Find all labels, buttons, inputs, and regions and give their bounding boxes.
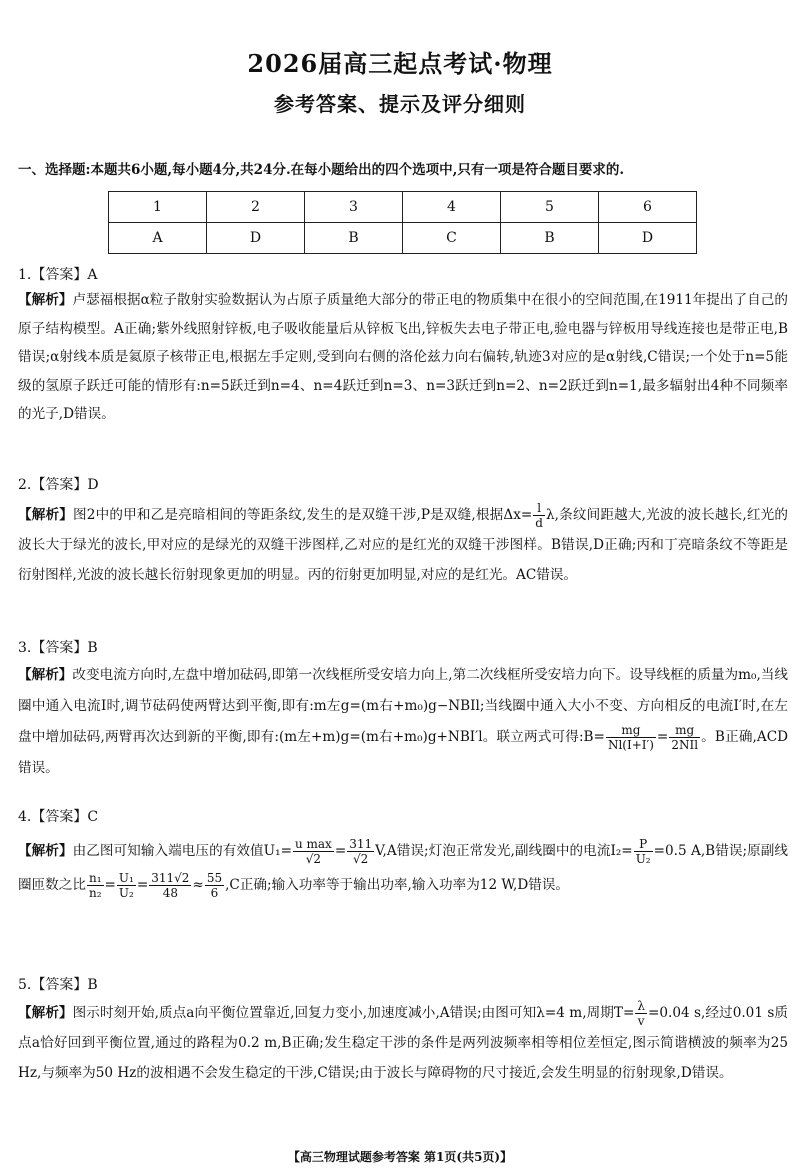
explanation-lead: 【解析】 [18, 667, 73, 683]
fraction [87, 871, 104, 900]
fraction-denominator: √2 [353, 852, 369, 866]
fraction [634, 837, 653, 866]
fraction [606, 723, 656, 752]
fraction-denominator: U₂ [635, 852, 651, 866]
fraction-denominator: d [535, 516, 543, 530]
table-cell: C [403, 223, 501, 254]
table-cell: D [207, 223, 305, 254]
q4-text-f: = [136, 877, 149, 893]
q2-text-a: 图2中的甲和乙是亮暗相间的等距条纹,发生的是双缝干涉,P是双缝,根据Δx= [73, 507, 533, 523]
fraction-numerator: mg [669, 723, 700, 738]
fraction [347, 837, 374, 866]
q3-explanation [18, 660, 788, 784]
page-subtitle: 参考答案、提示及评分细则 [274, 92, 526, 116]
fraction-numerator: λ [637, 999, 645, 1013]
fraction-denominator: v [637, 1014, 645, 1028]
fraction [117, 871, 136, 900]
q2-explanation [18, 500, 788, 590]
fraction-numerator: U₁ [118, 871, 134, 885]
fraction [635, 999, 647, 1028]
q4-text-d: =0.5 A,B错误;原副线圈匝数之比 [18, 843, 789, 893]
fraction-denominator: √2 [305, 852, 322, 866]
fraction-numerator: 311√2 [151, 871, 190, 885]
fraction-numerator: n₁ [88, 871, 102, 885]
table-cell: 3 [305, 192, 403, 223]
q4-text-b: = [334, 843, 347, 859]
explanation-lead: 【解析】 [18, 1005, 73, 1021]
q2-answer: 2.【答案】D [18, 477, 99, 493]
fraction-numerator: P [634, 837, 653, 852]
explanation-lead: 【解析】 [18, 843, 73, 859]
q3-text-a: 改变电流方向时,左盘中增加砝码,即第一次线框所受安培力向上,第二次线框所受安培力向下。设导线框的质量为m₀,当线圈中通入电流I时,调节砝码使两臂达到平衡,即有:m左g=(m右+m₀)g−NBIl;当线圈中通入大小不变、方向相反的电流I′时,在左盘中增加砝码,两臂再次达到新的平衡,即有:(m左+m)g=(m右+m₀)g+NBI′l。联立两式可得:B= [18, 667, 789, 745]
q4-text-h: ,C正确;输入功率等于输出功率,输入功率为12 W,D错误。 [225, 877, 570, 893]
table-cell: 2 [207, 192, 305, 223]
fraction [149, 871, 191, 900]
answer-table [108, 191, 697, 254]
q5-explanation [18, 998, 788, 1088]
table-cell: A [109, 223, 207, 254]
table-cell: B [501, 223, 599, 254]
fraction-numerator: 311 [349, 837, 373, 851]
fraction-denominator: 6 [210, 886, 219, 900]
q3-text-mid: = [656, 729, 669, 745]
explanation-lead: 【解析】 [18, 292, 73, 308]
fraction-denominator: U₂ [118, 886, 134, 900]
fraction [293, 837, 334, 866]
q4-answer: 4.【答案】C [18, 809, 99, 825]
q4-text-c: V,A错误;灯泡正常发光,副线圈中的电流I₂= [375, 843, 633, 859]
fraction [533, 501, 545, 530]
q5-text-a: 图示时刻开始,质点a向平衡位置靠近,回复力变小,加速度减小,A错误;由图可知λ=4 m,周期T= [72, 1005, 635, 1021]
q3-text-b: 。B正确,ACD错误。 [18, 729, 788, 776]
fraction-denominator: Nl(I+I′) [607, 738, 654, 752]
fraction-numerator: l [533, 501, 545, 516]
q5-text-b: =0.04 s,经过0.01 s质点a恰好回到平衡位置,通过的路程为0.2 m,B正确;发生稳定干涉的条件是两列波频率相等相位差恒定,图示简谐横波的频率为25 Hz,与频率为50 Hz的波相遇不会发生稳定的干涉,C错误;由于波长与障碍物的尺寸接近,会发生明显的衍射现象,D错误。 [18, 1005, 789, 1081]
fraction-denominator: 2NIl [671, 738, 699, 752]
fraction-denominator: 48 [162, 886, 178, 900]
q1-text: 卢瑟福根据α粒子散射实验数据认为占原子质量绝大部分的带正电的物质集中在很小的空间范围,在1911年提出了自己的原子结构模型。A正确;紫外线照射锌板,电子吸收能量后从锌板飞出,锌板失去电子带正电,验电器与锌板用导线连接也是带正电,B错误;α射线本质是氦原子核带正电,根据左手定则,受到向右侧的洛伦兹力向右偏转,轨迹3对应的是α射线,C错误;一个处于n=5能级的氢原子跃迁可能的情形有:n=5跃迁到n=4、n=4跃迁到n=3、n=3跃迁到n=2、n=2跃迁到n=1,最多辐射出4种不同频率的光子,D错误。 [18, 292, 789, 422]
explanation-lead: 【解析】 [18, 507, 74, 523]
fraction [669, 723, 700, 752]
page-title: 2026届高三起点考试·物理 [247, 49, 553, 78]
q4-text-a: 由乙图可知输入端电压的有效值U₁= [72, 843, 292, 859]
table-cell: 6 [599, 192, 697, 223]
answer-table-answer-row [109, 223, 697, 254]
q4-text-g: ≈ [192, 877, 204, 893]
q4-text-e: = [104, 877, 116, 893]
table-cell: D [599, 223, 697, 254]
table-cell: B [305, 223, 403, 254]
table-cell: 4 [403, 192, 501, 223]
fraction [205, 871, 224, 900]
q1-explanation [18, 286, 788, 429]
q2-text-b: λ,条纹间距越大,光波的波长越长,红光的波长大于绿光的波长,甲对应的是绿光的双缝干涉图样,乙对应的是红光的双缝干涉图样。B错误,D正确;丙和丁亮暗条纹不等距是衍射图样,光波的波长越长衍射现象更加的明显。丙的衍射更加明显,对应的是红光。AC错误。 [18, 507, 788, 583]
q1-answer: 1.【答案】A [18, 267, 98, 283]
answer-table-header-row [109, 192, 697, 223]
fraction-numerator: u max [294, 837, 332, 851]
page-footer: 【高三物理试题参考答案 第1页(共5页)】 [287, 1150, 513, 1164]
q5-answer: 5.【答案】B [18, 977, 98, 993]
q4-explanation [18, 834, 788, 902]
section-heading: 一、选择题:本题共6小题,每小题4分,共24分.在每小题给出的四个选项中,只有一项是符合题目要求的. [18, 162, 625, 178]
table-cell: 1 [109, 192, 207, 223]
fraction-denominator: n₂ [88, 886, 102, 900]
fraction-numerator: 55 [206, 871, 223, 885]
table-cell: 5 [501, 192, 599, 223]
q3-answer: 3.【答案】B [18, 640, 98, 656]
fraction-numerator: mg [606, 723, 656, 738]
